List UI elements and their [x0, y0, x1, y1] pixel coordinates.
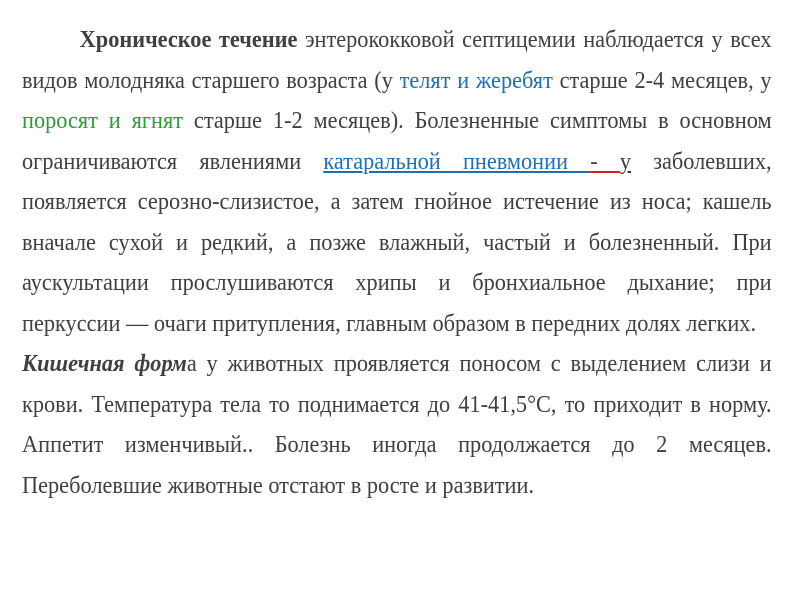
underlined-u: у — [619, 148, 632, 175]
slide-content — [22, 20, 772, 580]
paragraph2-text1: а у животных проявляется поносом с выделением слизи и крови. Температура тела то поднимается до 41-41,5°С, то приходит в норму. Аппетит изменчивый.. Болезнь иногда продолжается до 2 месяцев. Переболевшие животные отстают в росте и развитии. — [22, 351, 772, 499]
paragraph1-text3: старше 1-2 месяцев). Болезненные симптомы в основном ограничиваются явлениями — [22, 108, 772, 175]
dash-underlined: - — [590, 148, 620, 175]
paragraph1-text4: заболевших, появляется серозно-слизистое, а затем гнойное истечение из носа; кашель вначале сухой и редкий, а позже влажный, частый и болезненный. При аускультации прослушиваются хрипы и бронхиальное дыхание; при перкуссии — очаги притупления, главным образом в передних долях легких. — [22, 148, 772, 337]
calves-foals-highlight: телят и жеребят — [399, 67, 553, 94]
piglets-lambs-highlight: поросят и ягнят — [22, 108, 184, 134]
catarrhal-pneumonia-link[interactable]: катаральной пневмонии — [323, 148, 591, 175]
chronic-course-heading: Хроническое течение — [79, 27, 298, 53]
intestinal-form-heading: Кишечная форм — [22, 351, 187, 377]
paragraph-chronic-course — [22, 20, 772, 344]
paragraph-intestinal-form — [22, 344, 772, 506]
paragraph1-text1: энтерококковой септицемии наблюдается у всех видов молодняка старшего возраста (у — [22, 27, 772, 94]
paragraph1-text2: старше 2-4 месяцев, у — [552, 67, 772, 94]
